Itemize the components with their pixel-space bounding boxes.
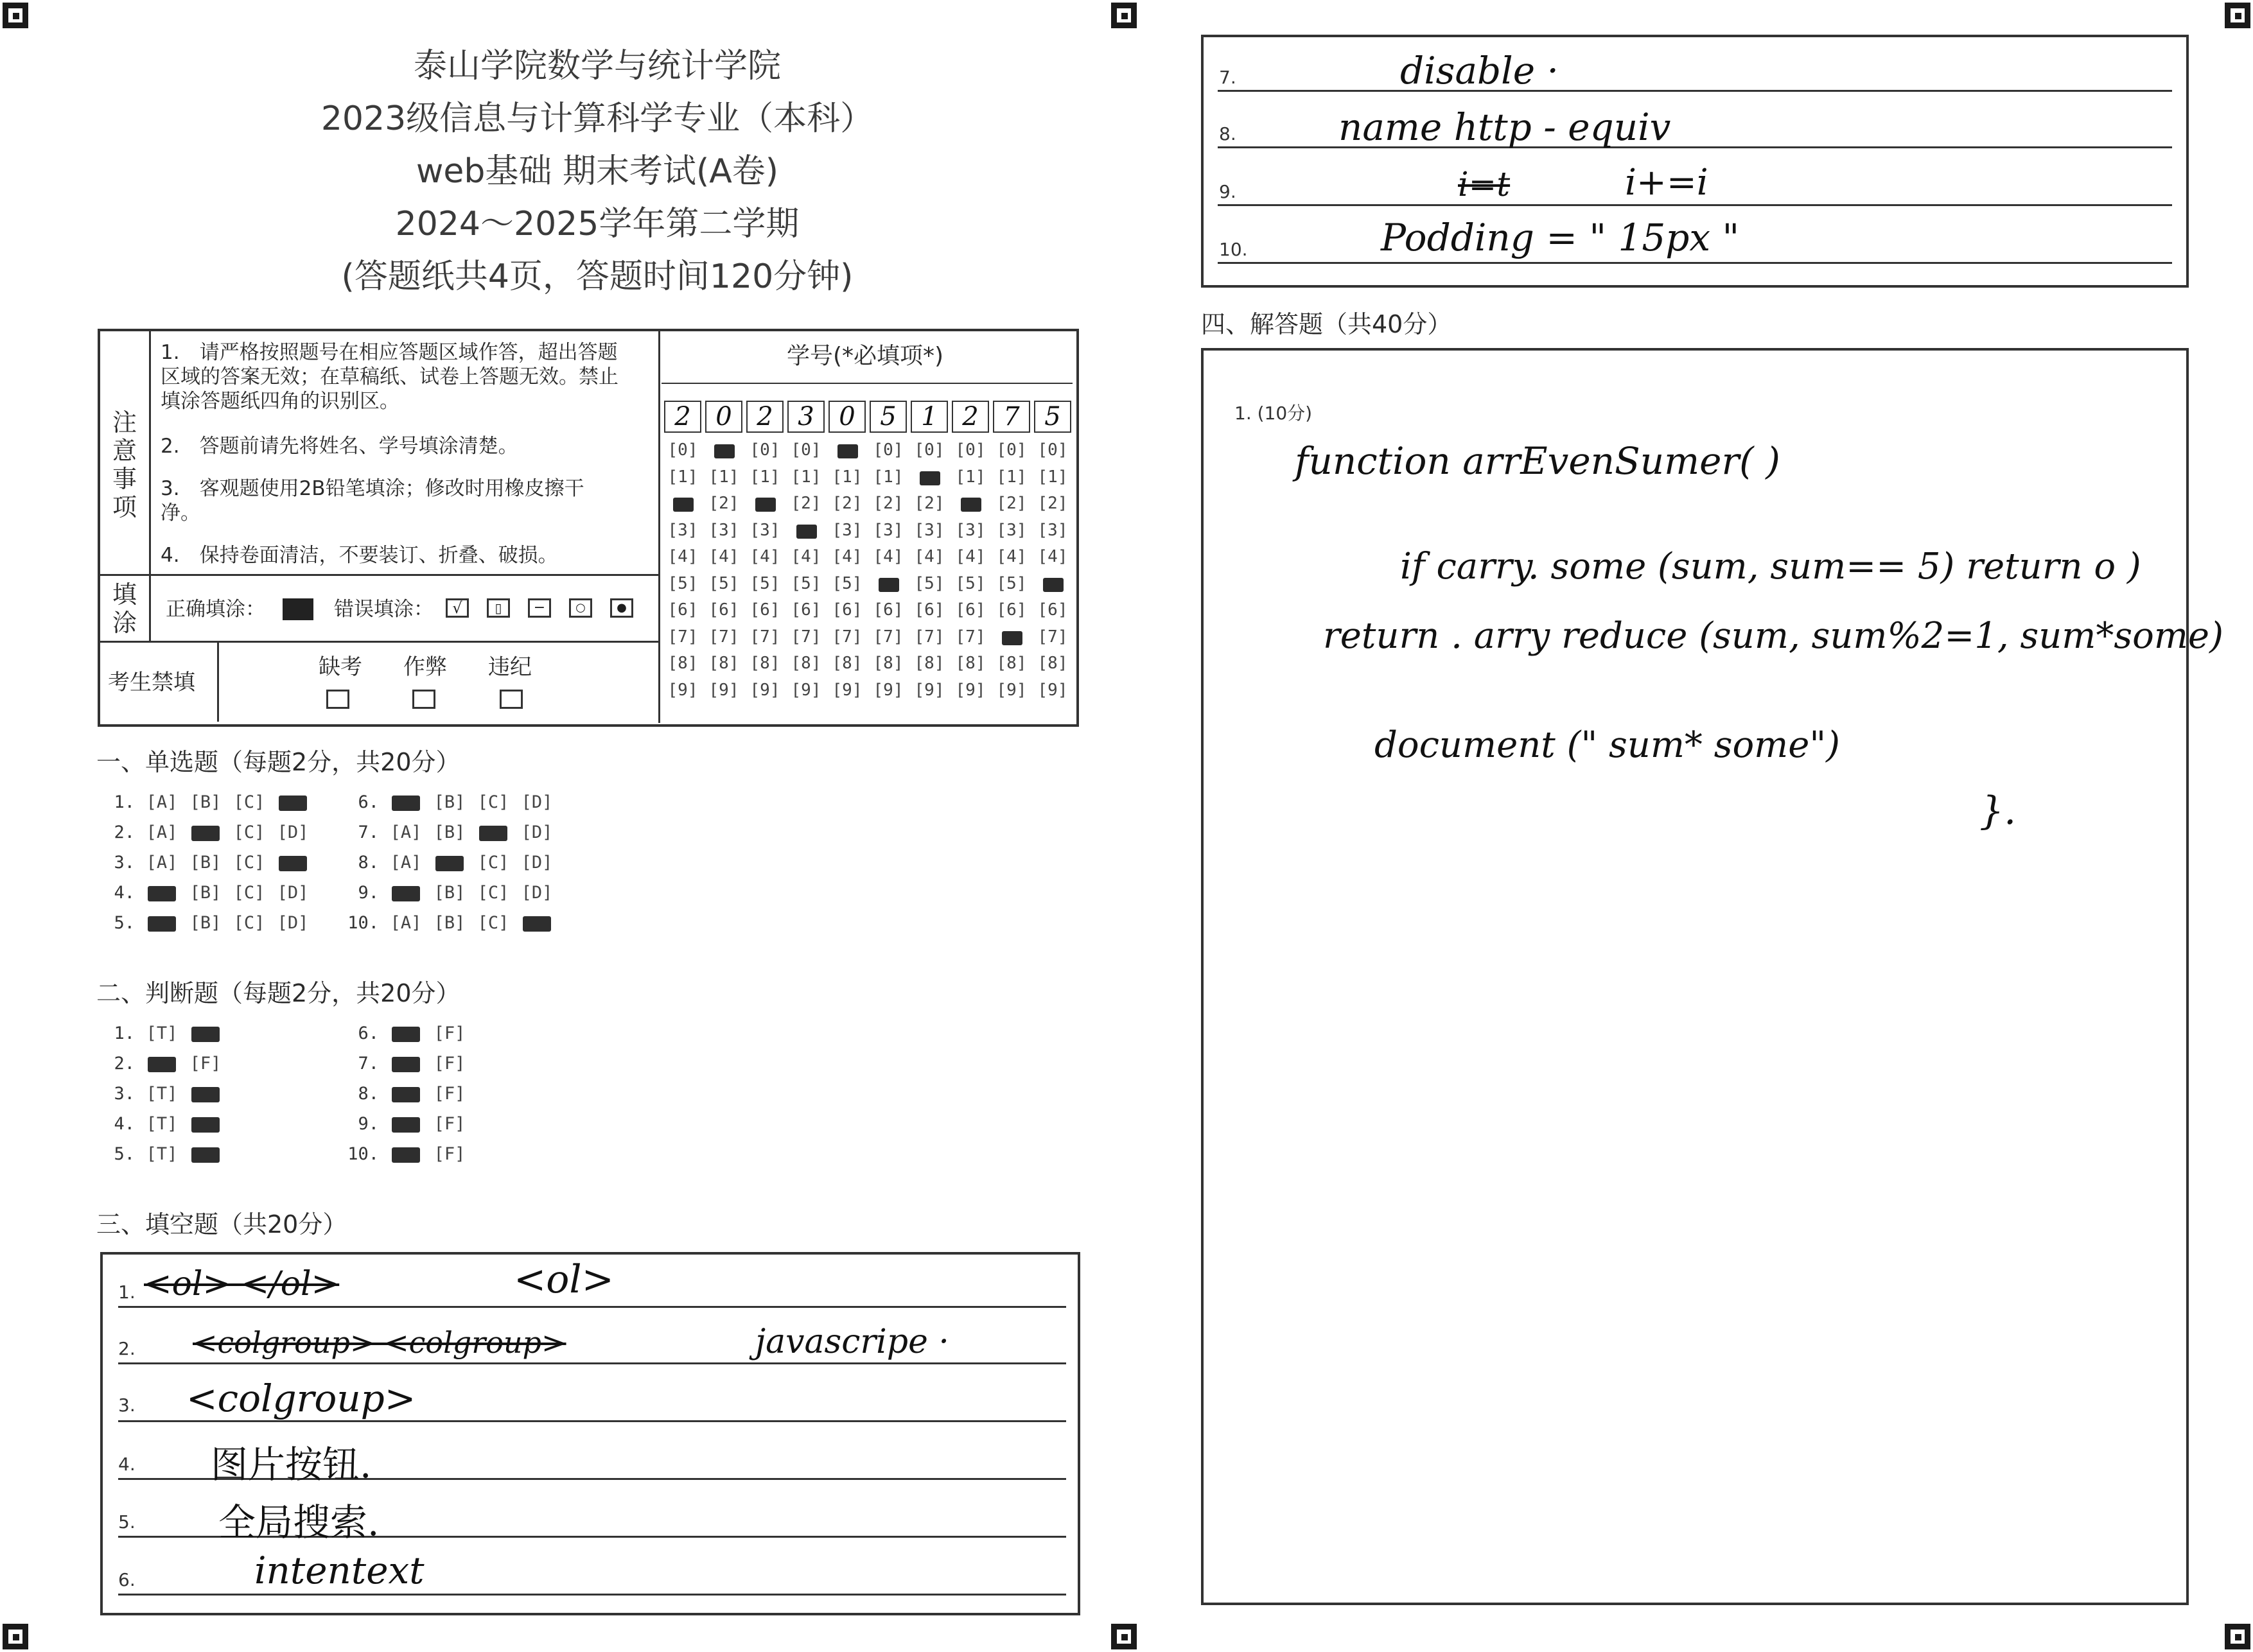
wrong-mark-half: ▯ [487, 598, 510, 618]
question-number: 10. [347, 1144, 379, 1164]
registration-mark-bottom-left [3, 1624, 28, 1649]
student-id-bubble[interactable]: [9] [708, 680, 739, 700]
student-id-bubble[interactable]: [3] [708, 520, 739, 540]
student-id-bubble[interactable] [787, 521, 825, 540]
fill-num-7: 7. [1219, 67, 1236, 88]
fill-answer-7: disable · [1400, 49, 1559, 92]
major-title: 2023级信息与计算科学专业（本科） [320, 100, 874, 138]
fill-num-10: 10. [1219, 239, 1248, 260]
student-id-digit-5[interactable]: 0 [828, 401, 866, 433]
student-id-bubble[interactable]: [1] [708, 467, 739, 487]
student-id-bubble[interactable]: [4] [1037, 547, 1068, 566]
fill-line-3 [118, 1420, 1066, 1422]
student-id-bubble[interactable] [746, 494, 784, 513]
student-id-bubble[interactable]: [7] [873, 627, 904, 647]
answer-bubble[interactable]: [F] [434, 1114, 466, 1134]
notice-label-divider [149, 330, 151, 642]
answer-bubble[interactable]: [A] [390, 853, 422, 873]
student-id-bubble[interactable]: [6] [667, 600, 698, 620]
candidate-label-divider [217, 642, 219, 722]
correct-fill-label: 正确填涂： [166, 598, 265, 621]
answer-bubble[interactable]: [T] [146, 1023, 178, 1043]
answer-bubble[interactable]: [T] [146, 1114, 178, 1134]
answer-bubble[interactable]: [T] [146, 1144, 178, 1164]
student-id-bubble[interactable]: [0] [955, 440, 986, 460]
answer-bubble[interactable] [385, 1023, 426, 1043]
answer-bubble[interactable]: [T] [146, 1084, 178, 1104]
student-id-title-line [662, 383, 1073, 384]
student-id-bubble[interactable] [664, 494, 701, 513]
fill-answer-9: i+=i [1625, 162, 1708, 204]
student-id-bubble[interactable]: [1] [996, 467, 1027, 487]
registration-mark-bottom-right [2225, 1624, 2250, 1649]
student-id-bubble[interactable]: [0] [914, 440, 945, 460]
student-id-bubble[interactable]: [2] [1037, 494, 1068, 513]
student-id-bubble[interactable]: [9] [750, 680, 780, 700]
answer-bubble[interactable]: [C] [477, 792, 509, 812]
student-id-digit-2[interactable]: 0 [705, 401, 742, 433]
student-id-digit-8[interactable]: 2 [952, 401, 989, 433]
student-id-bubble[interactable] [911, 467, 948, 487]
fill-line-1 [118, 1306, 1066, 1308]
student-id-bubble[interactable]: [7] [914, 627, 945, 647]
fill-answer-10: Podding = " 15px " [1381, 216, 1740, 259]
student-id-bubble[interactable]: [3] [996, 520, 1027, 540]
answer-bubble[interactable]: [C] [233, 792, 265, 812]
fill-num-3: 3. [118, 1395, 136, 1416]
answer-bubble[interactable] [385, 1084, 426, 1104]
student-id-bubble[interactable]: [9] [914, 680, 945, 700]
student-id-digit-3[interactable]: 2 [746, 401, 784, 433]
question-number: 8. [358, 1084, 379, 1104]
student-id-digit-1[interactable]: 2 [664, 401, 701, 433]
answer-bubble[interactable]: [B] [434, 913, 466, 933]
student-id-bubble[interactable]: [2] [914, 494, 945, 513]
info-box-divider [658, 330, 660, 723]
fill-answer-3: <colgroup> [186, 1377, 416, 1420]
student-id-bubble[interactable]: [8] [750, 654, 780, 673]
answer-bubble[interactable] [185, 1023, 226, 1043]
fill-answer-6: intentext [254, 1549, 425, 1592]
answer-bubble[interactable]: [B] [189, 883, 222, 903]
student-id-bubble[interactable]: [7] [832, 627, 863, 647]
answer-box [1201, 348, 2189, 1605]
answer-bubble[interactable]: [D] [521, 792, 553, 812]
student-id-bubble[interactable]: [4] [955, 547, 986, 566]
student-id-bubble[interactable]: [0] [667, 440, 698, 460]
student-id-bubble[interactable]: [8] [708, 654, 739, 673]
answer-bubble[interactable] [429, 853, 470, 873]
answer-bubble[interactable] [385, 1144, 426, 1164]
student-id-bubble[interactable]: [2] [873, 494, 904, 513]
student-id-bubble[interactable]: [1] [1037, 467, 1068, 487]
answer-bubble[interactable] [185, 822, 226, 842]
answer-bubble[interactable] [385, 792, 426, 812]
notice-item-2: 2. 答题前请先将姓名、学号填涂清楚。 [161, 435, 518, 458]
student-id-digit-4[interactable]: 3 [787, 401, 825, 433]
wrong-fill-label: 错误填涂： [334, 598, 434, 621]
question-number: 9. [358, 883, 379, 903]
answer-bubble[interactable] [385, 883, 426, 903]
fill-answer-8: name http - equiv [1338, 105, 1671, 149]
answer-bubble[interactable] [272, 792, 313, 812]
question-number: 6. [358, 1023, 379, 1043]
answer-bubble[interactable]: [D] [521, 853, 553, 873]
answer-bubble[interactable]: [F] [434, 1023, 466, 1043]
question-number: 3. [114, 853, 135, 873]
student-id-digit-9[interactable]: 7 [993, 401, 1030, 433]
answer-bubble[interactable]: [A] [146, 853, 178, 873]
student-id-bubble[interactable]: [4] [708, 547, 739, 566]
fill-num-1: 1. [118, 1282, 136, 1303]
student-id-digit-6[interactable]: 5 [870, 401, 907, 433]
student-id-bubble[interactable]: [0] [996, 440, 1027, 460]
student-id-bubble[interactable]: [5] [996, 573, 1027, 593]
student-id-bubble[interactable] [1034, 574, 1071, 593]
answer-bubble[interactable]: [C] [477, 883, 509, 903]
student-id-bubble[interactable]: [5] [832, 573, 863, 593]
student-id-bubble[interactable]: [3] [955, 520, 986, 540]
q1-label: 1. (10分) [1234, 403, 1313, 424]
student-id-title: 学号(*必填项*) [787, 343, 944, 369]
student-id-bubble[interactable]: [5] [750, 573, 780, 593]
fill-label: 填涂 [112, 580, 137, 637]
student-id-bubble[interactable]: [2] [832, 494, 863, 513]
student-id-bubble[interactable]: [6] [873, 600, 904, 620]
answer-bubble[interactable]: [B] [434, 792, 466, 812]
answer-bubble[interactable]: [C] [233, 853, 265, 873]
answer-line-4: document (" sum* some") [1374, 724, 1841, 766]
student-id-bubble[interactable]: [6] [791, 600, 821, 620]
student-id-digit-10[interactable]: 5 [1034, 401, 1071, 433]
student-id-bubble[interactable]: [4] [873, 547, 904, 566]
fill-num-9: 9. [1219, 181, 1236, 202]
wrong-mark-circle: ○ [569, 598, 592, 618]
answer-bubble[interactable]: [C] [477, 853, 509, 873]
fill-answer-2: javascripe · [755, 1323, 949, 1361]
fill-line-9 [1218, 204, 2172, 206]
answer-bubble[interactable]: [F] [434, 1084, 466, 1104]
student-id-bubble[interactable]: [8] [914, 654, 945, 673]
student-id-bubble[interactable]: [6] [750, 600, 780, 620]
student-id-bubble[interactable] [993, 627, 1030, 647]
student-id-bubble[interactable]: [1] [955, 467, 986, 487]
answer-bubble[interactable]: [C] [477, 913, 509, 933]
student-id-bubble[interactable] [952, 494, 989, 513]
answer-bubble[interactable] [185, 1144, 226, 1164]
question-number: 1. [114, 1023, 135, 1043]
answer-bubble[interactable] [272, 853, 313, 873]
student-id-bubble[interactable]: [6] [832, 600, 863, 620]
student-id-bubble[interactable]: [7] [791, 627, 821, 647]
notice-bottom-line [99, 574, 659, 576]
wrong-mark-dot: ● [610, 598, 633, 618]
notice-item-4: 4. 保持卷面清洁，不要装订、折叠、破损。 [161, 544, 558, 567]
answer-bubble[interactable]: [A] [146, 792, 178, 812]
fill-bottom-line [99, 641, 659, 643]
fill-answer-5: 全局搜索. [218, 1500, 380, 1544]
registration-mark-bottom-center [1111, 1624, 1137, 1649]
question-number: 4. [114, 1114, 135, 1134]
wrong-mark-check: √ [446, 598, 469, 618]
student-id-bubble[interactable]: [8] [873, 654, 904, 673]
question-number: 5. [114, 913, 135, 933]
student-id-bubble[interactable]: [9] [955, 680, 986, 700]
answer-bubble[interactable]: [B] [189, 792, 222, 812]
answer-line-5: }. [1979, 788, 2017, 833]
student-id-bubble[interactable]: [2] [791, 494, 821, 513]
student-id-bubble[interactable]: [3] [667, 520, 698, 540]
student-id-bubble[interactable]: [8] [667, 654, 698, 673]
answer-bubble[interactable]: [F] [434, 1054, 466, 1074]
answer-bubble[interactable]: [D] [277, 822, 309, 842]
notice-label: 注意事项 [112, 408, 137, 521]
registration-mark-top-right [2225, 3, 2250, 28]
answer-bubble[interactable]: [D] [521, 883, 553, 903]
student-id-bubble[interactable]: [8] [996, 654, 1027, 673]
student-id-bubble[interactable]: [0] [750, 440, 780, 460]
answer-bubble[interactable] [185, 1114, 226, 1134]
answer-bubble[interactable] [473, 822, 514, 842]
answer-bubble[interactable]: [B] [189, 853, 222, 873]
student-id-bubble[interactable]: [3] [832, 520, 863, 540]
question-number: 1. [114, 792, 135, 812]
absent-checkbox[interactable] [326, 690, 349, 709]
fill-num-2: 2. [118, 1338, 136, 1359]
answer-bubble[interactable] [141, 883, 182, 903]
answer-bubble[interactable]: [A] [146, 822, 178, 842]
fill-num-6: 6. [118, 1569, 136, 1590]
answer-bubble[interactable] [185, 1084, 226, 1104]
answer-bubble[interactable]: [D] [277, 883, 309, 903]
paper-info: (答题纸共4页，答题时间120分钟) [341, 257, 854, 296]
fill-answer-9-struck: i=t [1458, 166, 1511, 204]
student-id-bubble[interactable]: [0] [791, 440, 821, 460]
student-id-bubble[interactable]: [4] [667, 547, 698, 566]
student-id-bubble[interactable]: [6] [955, 600, 986, 620]
student-id-bubble[interactable]: [2] [708, 494, 739, 513]
student-id-bubble[interactable]: [9] [873, 680, 904, 700]
question-number: 7. [358, 1054, 379, 1074]
answer-bubble[interactable]: [C] [233, 913, 265, 933]
student-id-bubble[interactable]: [5] [791, 573, 821, 593]
student-id-bubble[interactable]: [4] [750, 547, 780, 566]
answer-bubble[interactable]: [F] [434, 1144, 466, 1164]
fill-num-4: 4. [118, 1454, 136, 1475]
student-id-bubble[interactable]: [9] [832, 680, 863, 700]
cheat-label: 作弊 [403, 654, 447, 680]
violation-checkbox[interactable] [500, 690, 523, 709]
student-id-bubble[interactable]: [7] [708, 627, 739, 647]
registration-mark-top-center [1111, 3, 1137, 28]
answer-bubble[interactable] [385, 1054, 426, 1074]
question-number: 5. [114, 1144, 135, 1164]
answer-line-3: return . arry reduce (sum, sum%2=1, sum*some) [1323, 615, 2223, 657]
student-id-bubble[interactable]: [6] [1037, 600, 1068, 620]
student-id-bubble[interactable]: [6] [708, 600, 739, 620]
student-id-bubble[interactable]: [8] [955, 654, 986, 673]
student-id-bubble[interactable]: [5] [708, 573, 739, 593]
answer-bubble[interactable]: [D] [521, 822, 553, 842]
section1-title: 一、单选题（每题2分，共20分） [96, 748, 460, 776]
section2-title: 二、判断题（每题2分，共20分） [96, 979, 460, 1007]
student-id-bubble[interactable]: [8] [1037, 654, 1068, 673]
answer-bubble[interactable]: [D] [277, 913, 309, 933]
answer-bubble[interactable]: [C] [233, 883, 265, 903]
student-id-bubble[interactable]: [1] [667, 467, 698, 487]
student-id-bubble[interactable] [870, 574, 907, 593]
student-id-bubble[interactable]: [5] [955, 573, 986, 593]
student-id-bubble[interactable]: [9] [996, 680, 1027, 700]
question-number: 7. [358, 822, 379, 842]
student-id-bubble[interactable]: [1] [873, 467, 904, 487]
question-number: 2. [114, 822, 135, 842]
answer-bubble[interactable] [141, 913, 182, 933]
student-id-bubble[interactable]: [3] [750, 520, 780, 540]
question-number: 2. [114, 1054, 135, 1074]
fill-line-10 [1218, 262, 2172, 264]
answer-bubble[interactable]: [B] [434, 883, 466, 903]
answer-bubble[interactable] [141, 1054, 182, 1074]
answer-line-1: function arrEvenSumer( ) [1295, 439, 1780, 483]
registration-mark-top-left [3, 3, 28, 28]
student-id-digit-7[interactable]: 1 [911, 401, 948, 433]
fill-line-6 [118, 1594, 1066, 1595]
fill-line-2 [118, 1362, 1066, 1364]
answer-bubble[interactable] [385, 1114, 426, 1134]
answer-bubble[interactable]: [C] [233, 822, 265, 842]
student-id-bubble[interactable] [828, 440, 866, 460]
fill-answer-4: 图片按钮. [211, 1443, 372, 1486]
student-id-bubble[interactable]: [2] [996, 494, 1027, 513]
question-number: 4. [114, 883, 135, 903]
answer-line-2: if carry. some (sum, sum== 5) return o ) [1400, 546, 2141, 587]
cheat-checkbox[interactable] [412, 690, 435, 709]
course-title: web基础 期末考试(A卷) [416, 152, 779, 191]
student-id-bubble[interactable]: [5] [914, 573, 945, 593]
student-id-bubble[interactable]: [4] [914, 547, 945, 566]
student-id-bubble[interactable]: [0] [1037, 440, 1068, 460]
student-id-bubble[interactable]: [9] [667, 680, 698, 700]
student-id-bubble[interactable]: [3] [914, 520, 945, 540]
answer-bubble[interactable]: [F] [189, 1054, 222, 1074]
answer-bubble[interactable]: [B] [434, 822, 466, 842]
answer-bubble[interactable] [516, 913, 557, 933]
fill-answer-2-struck: <colgroup> <colgroup> [193, 1325, 566, 1360]
fill-line-7 [1218, 90, 2172, 92]
student-id-bubble[interactable]: [6] [996, 600, 1027, 620]
fill-answer-1: <ol> [514, 1257, 614, 1302]
student-id-bubble[interactable]: [4] [832, 547, 863, 566]
section4-title: 四、解答题（共40分） [1201, 310, 1452, 338]
answer-bubble[interactable]: [A] [390, 822, 422, 842]
question-number: 8. [358, 853, 379, 873]
student-id-bubble[interactable]: [5] [667, 573, 698, 593]
student-id-bubble[interactable]: [6] [914, 600, 945, 620]
wrong-mark-dash: − [528, 598, 551, 618]
notice-item-1: 1. 请严格按照题号在相应答题区域作答，超出答题区域的答案无效；在草稿纸、试卷上答题无效。禁止填涂答题纸四角的识别区。 [161, 341, 618, 413]
student-id-bubble[interactable]: [7] [955, 627, 986, 647]
student-id-bubble[interactable]: [9] [791, 680, 821, 700]
student-id-bubble[interactable]: [9] [1037, 680, 1068, 700]
student-id-bubble[interactable]: [4] [996, 547, 1027, 566]
fill-num-8: 8. [1219, 123, 1236, 144]
student-id-bubble[interactable]: [7] [750, 627, 780, 647]
question-number: 6. [358, 792, 379, 812]
answer-bubble[interactable]: [B] [189, 913, 222, 933]
student-id-bubble[interactable]: [3] [873, 520, 904, 540]
answer-bubble[interactable]: [A] [390, 913, 422, 933]
violation-label: 违纪 [488, 654, 532, 680]
question-number: 3. [114, 1084, 135, 1104]
term-title: 2024～2025学年第二学期 [395, 205, 800, 243]
student-id-bubble[interactable]: [7] [667, 627, 698, 647]
candidate-label: 考生禁填 [108, 670, 195, 695]
question-number: 9. [358, 1114, 379, 1134]
student-id-bubble[interactable]: [8] [832, 654, 863, 673]
student-id-bubble[interactable]: [1] [832, 467, 863, 487]
section3-title: 三、填空题（共20分） [96, 1210, 347, 1239]
notice-item-3: 3. 客观题使用2B铅笔填涂；修改时用橡皮擦干净。 [161, 477, 584, 525]
student-id-bubble[interactable]: [1] [791, 467, 821, 487]
student-id-bubble[interactable]: [8] [791, 654, 821, 673]
school-title: 泰山学院数学与统计学院 [413, 47, 781, 85]
student-id-bubble[interactable]: [7] [1037, 627, 1068, 647]
correct-fill-sample [283, 598, 313, 620]
student-id-bubble[interactable]: [0] [873, 440, 904, 460]
student-id-bubble[interactable] [705, 440, 742, 460]
absent-label: 缺考 [319, 654, 362, 680]
fill-num-5: 5. [118, 1511, 136, 1533]
fill-answer-1-struck: <ol> </ol> [144, 1265, 340, 1303]
student-id-bubble[interactable]: [4] [791, 547, 821, 566]
question-number: 10. [347, 913, 379, 933]
student-id-bubble[interactable]: [1] [750, 467, 780, 487]
student-id-bubble[interactable]: [3] [1037, 520, 1068, 540]
